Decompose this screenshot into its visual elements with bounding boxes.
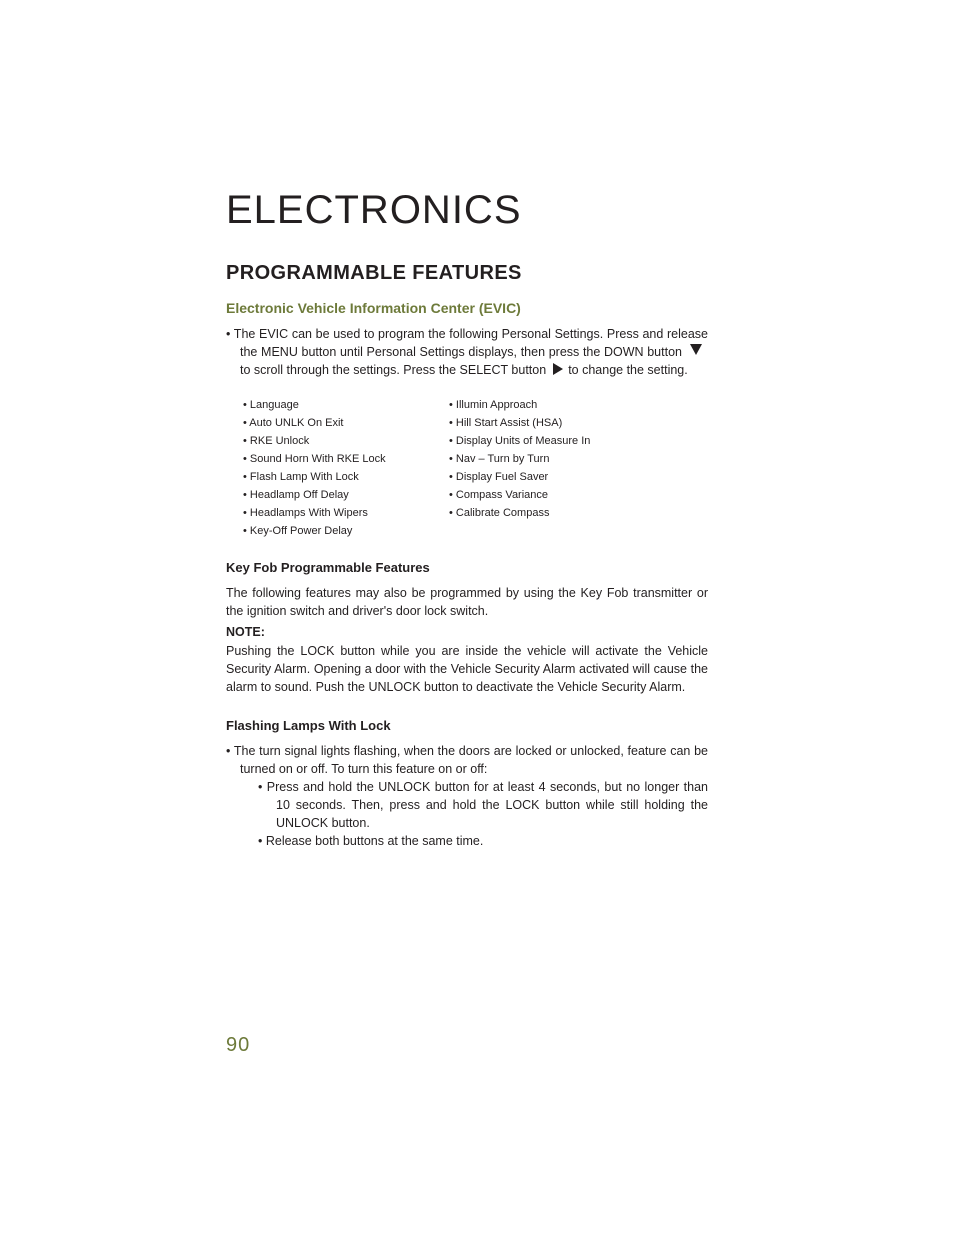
flashing-lamps-body — [226, 742, 708, 850]
evic-subheading: Electronic Vehicle Information Center (EVIC) — [226, 300, 521, 316]
note-text: Pushing the LOCK button while you are inside the vehicle will activate the Vehicle Security Alarm. Opening a door with the Vehicle Security Alarm activated will cause the alarm to sound. Push the UNLOCK button to deactivate the Vehicle Security Alarm. — [226, 644, 708, 694]
note-label: NOTE: — [226, 625, 265, 639]
settings-list — [243, 396, 663, 540]
key-fob-heading: Key Fob Programmable Features — [226, 560, 430, 575]
key-fob-intro: The following features may also be programmed by using the Key Fob transmitter or the ignition switch and driver's door lock switch. — [226, 586, 708, 618]
flashing-lamps-steps — [226, 778, 708, 850]
settings-list-item: • Compass Variance — [449, 489, 549, 501]
settings-list-item: • Display Fuel Saver — [449, 471, 549, 483]
triangle-down-icon — [690, 344, 702, 355]
triangle-right-icon — [553, 363, 563, 375]
evic-intro-bullet — [226, 325, 708, 379]
evic-intro-suffix: to change the setting. — [568, 363, 688, 377]
settings-list-item: • Language — [243, 399, 299, 411]
chapter-title: ELECTRONICS — [226, 188, 522, 232]
settings-list-item: • Sound Horn With RKE Lock — [243, 453, 386, 465]
settings-list-item — [449, 522, 663, 540]
settings-list-item: • RKE Unlock — [243, 435, 310, 447]
settings-list-item: • Auto UNLK On Exit — [243, 417, 344, 429]
settings-list-item: • Flash Lamp With Lock — [243, 471, 359, 483]
evic-intro-middle: to scroll through the settings. Press the SELECT button — [240, 363, 547, 377]
flashing-lamps-step: • Press and hold the UNLOCK button for at least 4 seconds, but no longer than 10 seconds. Then, press and hold the LOCK button while still holding the UNLOCK button. — [258, 780, 708, 830]
settings-list-item: • Headlamp Off Delay — [243, 489, 349, 501]
settings-list-item: • Calibrate Compass — [449, 507, 550, 519]
page-number: 90 — [226, 1034, 251, 1056]
settings-list-item: • Nav – Turn by Turn — [449, 453, 550, 465]
settings-list-item: • Hill Start Assist (HSA) — [449, 417, 563, 429]
settings-list-item: • Headlamps With Wipers — [243, 507, 368, 519]
settings-list-item: • Illumin Approach — [449, 399, 538, 411]
page-heading: PROGRAMMABLE FEATURES — [226, 262, 522, 284]
flashing-lamps-bullet: • The turn signal lights flashing, when the doors are locked or unlocked, feature can be turned on or off. To turn this feature on or off: — [226, 744, 708, 776]
flashing-lamps-step: • Release both buttons at the same time. — [258, 834, 484, 848]
settings-list-item: • Key-Off Power Delay — [243, 525, 353, 537]
evic-intro-prefix: • The EVIC can be used to program the following Personal Settings. Press and release the MENU button until Personal Settings displays, then press the DOWN button — [226, 327, 708, 359]
evic-intro — [226, 325, 708, 379]
settings-list-item: • Display Units of Measure In — [449, 435, 591, 447]
flashing-lamps-heading: Flashing Lamps With Lock — [226, 718, 391, 733]
